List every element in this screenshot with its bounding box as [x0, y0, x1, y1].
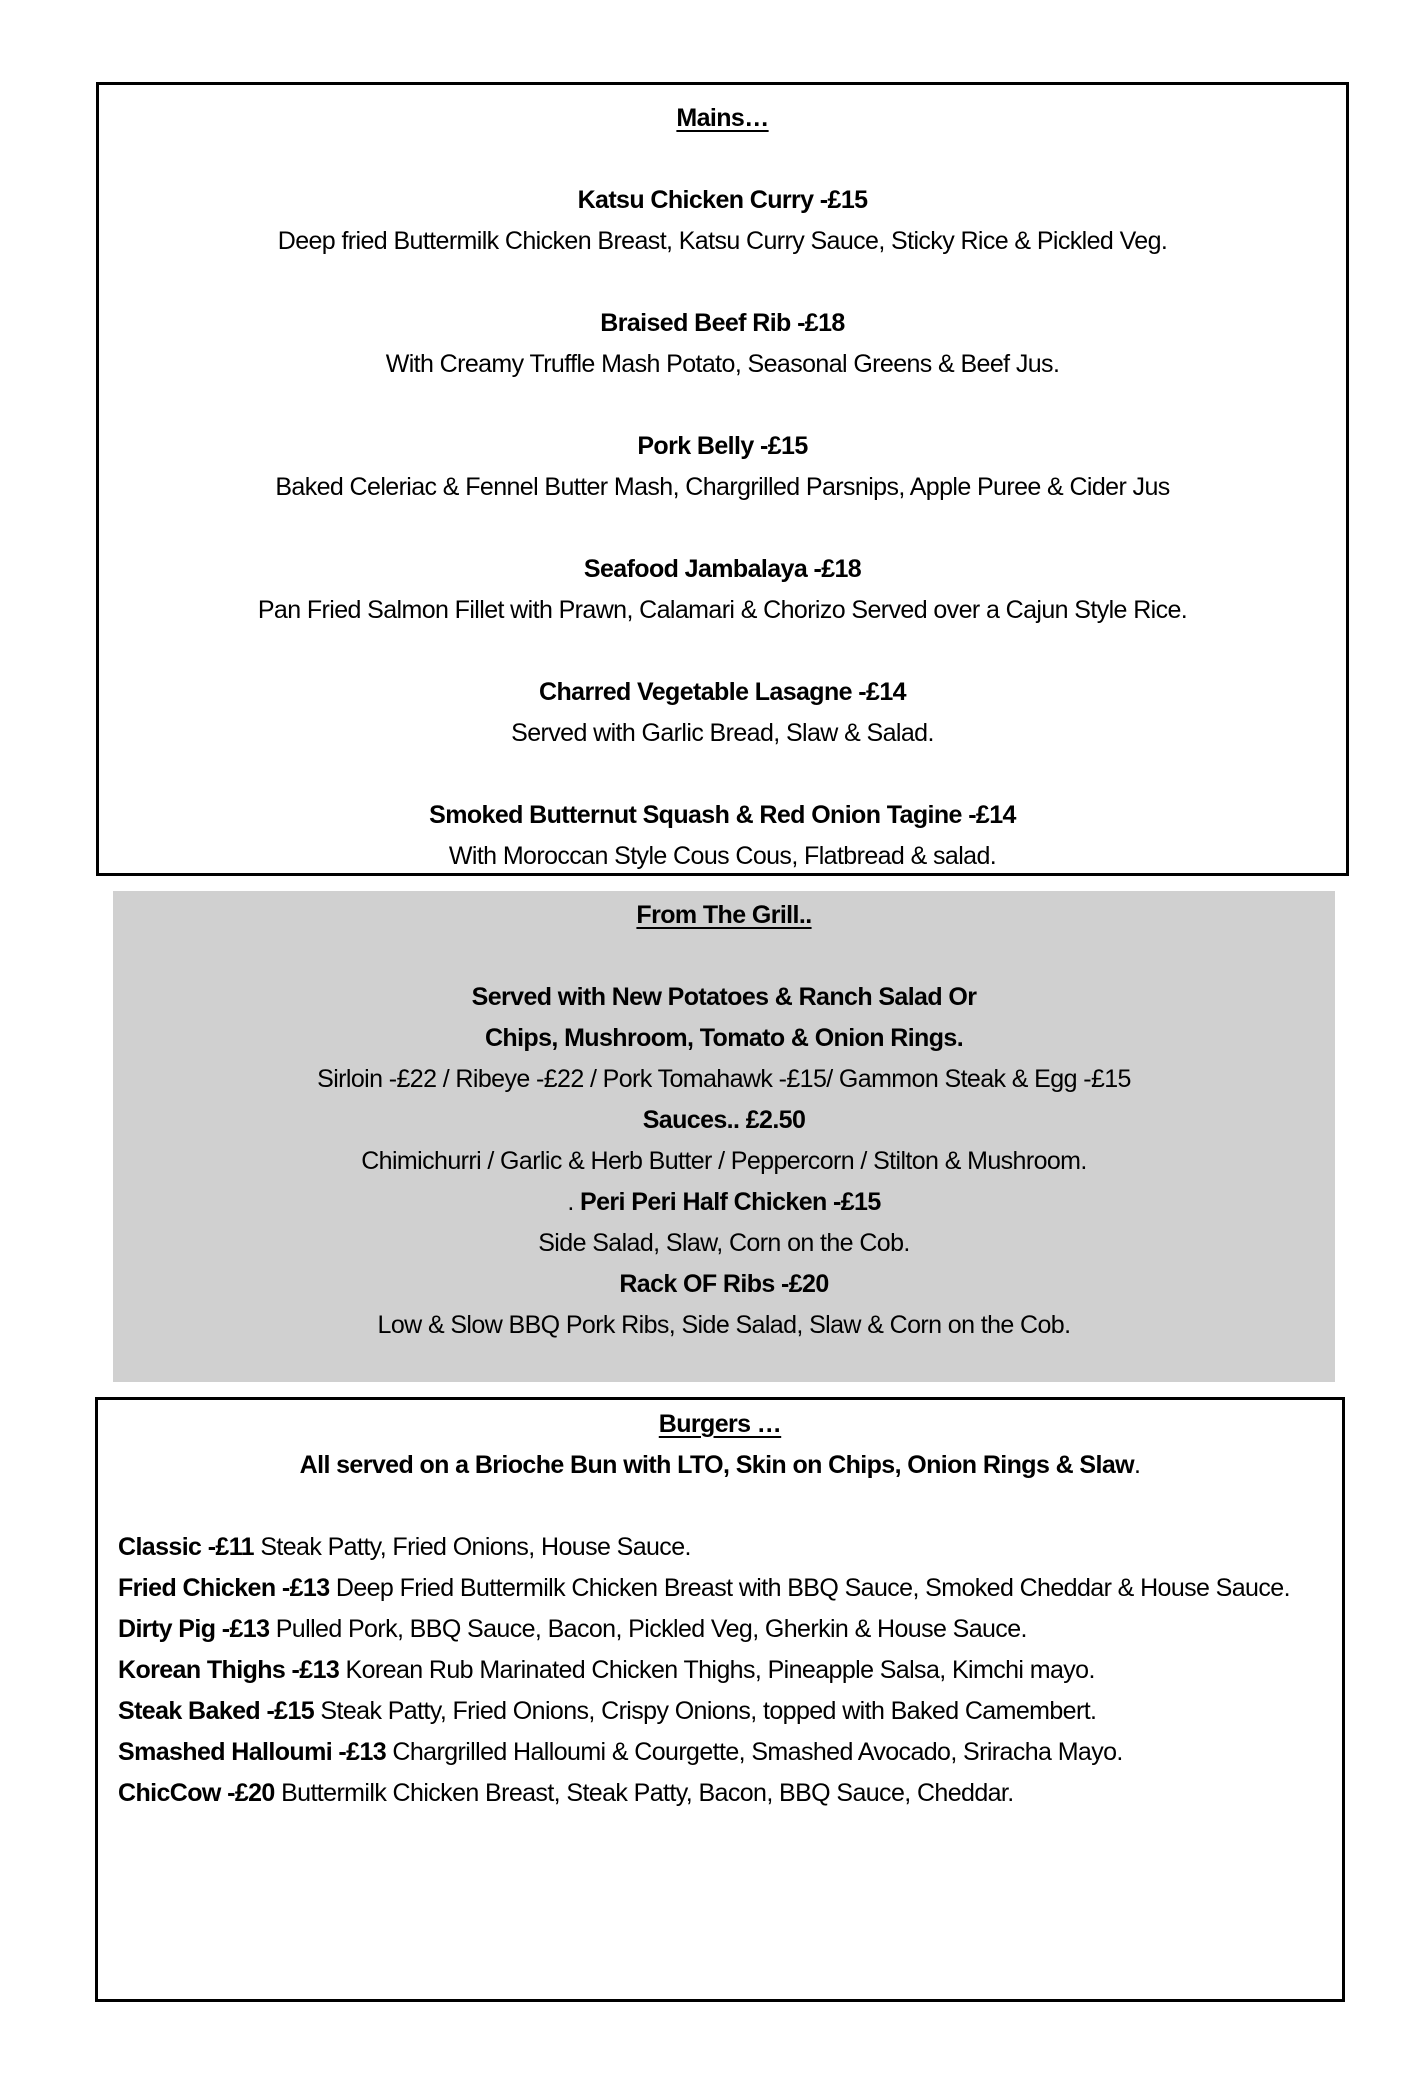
burger-name: Classic -£11: [118, 1533, 254, 1561]
peri-prefix: .: [567, 1188, 581, 1216]
burger-name: Smashed Halloumi -£13: [118, 1738, 387, 1766]
ribs-desc: Low & Slow BBQ Pork Ribs, Side Salad, Slaw & Corn on the Cob.: [377, 1311, 1071, 1339]
burger-item: [98, 1568, 1342, 1609]
grill-steaks: Sirloin -£22 / Ribeye -£22 / Pork Tomahawk -£15/ Gammon Steak & Egg -£15: [317, 1065, 1131, 1093]
grill-section: [113, 891, 1335, 1382]
grill-served-with-alt: Chips, Mushroom, Tomato & Onion Rings.: [484, 1024, 964, 1052]
grill-title: From The Grill..: [636, 901, 812, 929]
menu-item-desc: With Creamy Truffle Mash Potato, Seasonal Greens & Beef Jus.: [385, 350, 1060, 378]
mains-title: Mains…: [676, 104, 769, 132]
menu-item-desc: Baked Celeriac & Fennel Butter Mash, Chargrilled Parsnips, Apple Puree & Cider Jus: [275, 473, 1170, 501]
peri-peri-name: [113, 1182, 1335, 1223]
menu-item-name: Charred Vegetable Lasagne -£14: [539, 678, 906, 706]
spacer: [99, 631, 1346, 672]
menu-item-desc: Pan Fried Salmon Fillet with Prawn, Calamari & Chorizo Served over a Cajun Style Rice.: [257, 596, 1188, 624]
sauces-list: Chimichurri / Garlic & Herb Butter / Peppercorn / Stilton & Mushroom.: [361, 1147, 1087, 1175]
spacer: [99, 508, 1346, 549]
spacer: [99, 754, 1346, 795]
spacer: [98, 1486, 1342, 1527]
menu-item-name: Seafood Jambalaya -£18: [583, 555, 862, 583]
spacer: [99, 139, 1346, 180]
burger-name: Fried Chicken -£13: [118, 1574, 330, 1602]
burgers-subtitle-end: .: [1133, 1451, 1141, 1479]
menu-item-name: Braised Beef Rib -£18: [600, 309, 845, 337]
burger-name: Korean Thighs -£13: [118, 1656, 340, 1684]
burger-item: [98, 1609, 1342, 1650]
burger-name: Steak Baked -£15: [118, 1697, 315, 1725]
burger-desc: Steak Patty, Fried Onions, House Sauce.: [253, 1533, 691, 1561]
menu-item-name: Smoked Butternut Squash & Red Onion Tagine -£14: [429, 801, 1016, 829]
burger-desc: Korean Rub Marinated Chicken Thighs, Pineapple Salsa, Kimchi mayo.: [339, 1656, 1095, 1684]
menu-item-desc: Served with Garlic Bread, Slaw & Salad.: [511, 719, 934, 747]
burger-desc: Chargrilled Halloumi & Courgette, Smashed Avocado, Sriracha Mayo.: [386, 1738, 1123, 1766]
burger-item: [98, 1773, 1342, 1814]
burger-item: [98, 1527, 1342, 1568]
mains-section: [96, 82, 1349, 876]
burger-item: [98, 1650, 1342, 1691]
burger-item: [98, 1732, 1342, 1773]
burger-desc: Buttermilk Chicken Breast, Steak Patty, Bacon, BBQ Sauce, Cheddar.: [274, 1779, 1014, 1807]
burgers-title: Burgers …: [658, 1410, 782, 1438]
burgers-section: [95, 1397, 1345, 2002]
burger-desc: Deep Fried Buttermilk Chicken Breast with BBQ Sauce, Smoked Cheddar & House Sauce.: [329, 1574, 1290, 1602]
spacer: [99, 385, 1346, 426]
peri-peri-desc: Side Salad, Slaw, Corn on the Cob.: [538, 1229, 910, 1257]
burger-name: ChicCow -£20: [118, 1779, 275, 1807]
ribs-name: Rack OF Ribs -£20: [619, 1270, 829, 1298]
sauces-title: Sauces.. £2.50: [642, 1106, 806, 1134]
burgers-subtitle-text: All served on a Brioche Bun with LTO, Skin on Chips, Onion Rings & Slaw: [299, 1451, 1134, 1479]
menu-item-desc: With Moroccan Style Cous Cous, Flatbread & salad.: [448, 842, 997, 870]
burger-item: [98, 1691, 1342, 1732]
burger-desc: Steak Patty, Fried Onions, Crispy Onions, topped with Baked Camembert.: [314, 1697, 1097, 1725]
spacer: [113, 936, 1335, 977]
peri-title: Peri Peri Half Chicken -£15: [580, 1188, 881, 1216]
menu-item-name: Katsu Chicken Curry -£15: [577, 186, 868, 214]
grill-served-with: Served with New Potatoes & Ranch Salad Or: [471, 983, 977, 1011]
menu-item-desc: Deep fried Buttermilk Chicken Breast, Katsu Curry Sauce, Sticky Rice & Pickled Veg.: [277, 227, 1168, 255]
burger-name: Dirty Pig -£13: [118, 1615, 270, 1643]
burgers-subtitle: [98, 1445, 1342, 1486]
burger-desc: Pulled Pork, BBQ Sauce, Bacon, Pickled Veg, Gherkin & House Sauce.: [269, 1615, 1027, 1643]
menu-item-name: Pork Belly -£15: [637, 432, 808, 460]
spacer: [99, 262, 1346, 303]
